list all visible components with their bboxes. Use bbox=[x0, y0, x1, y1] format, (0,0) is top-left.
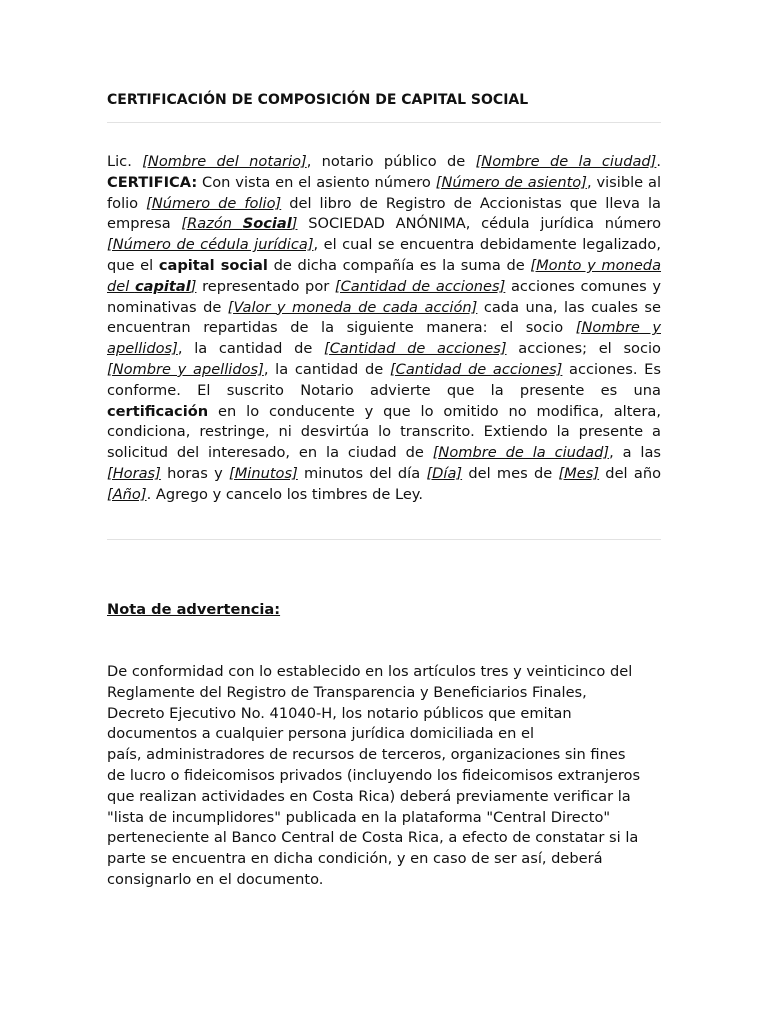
placeholder-capital-amount-part: [Monto y moneda del bbox=[107, 256, 662, 295]
note-line: país, administradores de recursos de terceros, organizaciones sin fines bbox=[107, 746, 626, 764]
placeholder-folio-number: [Número de folio] bbox=[146, 194, 282, 212]
note-line: Decreto Ejecutivo No. 41040-H, los notario públicos que emitan bbox=[107, 704, 572, 722]
placeholder-entry-number: [Número de asiento] bbox=[435, 173, 587, 191]
note-line: perteneciente al Banco Central de Costa Rica, a efecto de constatar si la bbox=[107, 829, 639, 847]
cert-text: cada una, las cuales se encuentran repartidas de la siguiente manera: el socio bbox=[107, 298, 662, 337]
placeholder-partner-name: [Nombre y apellidos] bbox=[107, 319, 661, 358]
placeholder-city: [Nombre de la ciudad] bbox=[432, 444, 610, 462]
note-line: Reglamente del Registro de Transparencia y Beneficiarios Finales, bbox=[107, 683, 587, 701]
cert-text: , la cantidad de bbox=[263, 360, 390, 378]
placeholder-capital-amount-close: ] bbox=[190, 277, 197, 295]
note-line: que realizan actividades en Costa Rica) deberá previamente verificar la bbox=[107, 787, 631, 805]
cert-text: , a las bbox=[609, 444, 661, 462]
note-line: "lista de incumplidores" publicada en la plataforma "Central Directo" bbox=[107, 808, 611, 826]
cert-text: , el cual se encuentra debidamente legalizado, que el bbox=[107, 236, 661, 274]
cert-text: . Agrego y cancelo los timbres de Ley. bbox=[146, 485, 424, 503]
placeholder-month: [Mes] bbox=[558, 464, 600, 482]
note-line: de lucro o fideicomisos privados (incluyendo los fideicomisos extranjeros bbox=[107, 766, 641, 784]
capital-social-term: capital social bbox=[158, 256, 268, 274]
cert-text: , visible al folio bbox=[107, 173, 661, 212]
placeholder-city: [Nombre de la ciudad] bbox=[475, 153, 657, 170]
placeholder-share-count: [Cantidad de acciones] bbox=[324, 340, 507, 358]
certificacion-term: certificación bbox=[107, 402, 209, 420]
placeholder-minutes: [Minutos] bbox=[229, 464, 298, 482]
placeholder-day: [Día] bbox=[426, 464, 463, 482]
placeholder-company-name-close: ] bbox=[291, 215, 298, 233]
note-body bbox=[107, 662, 667, 891]
document-title: CERTIFICACIÓN DE COMPOSICIÓN DE CAPITAL SOCIAL bbox=[107, 92, 529, 108]
placeholder-company-name bbox=[181, 215, 297, 232]
certifica-label: CERTIFICA: bbox=[107, 173, 198, 191]
placeholder-notary-name: [Nombre del notario] bbox=[142, 153, 307, 170]
note-heading: Nota de advertencia: bbox=[107, 601, 281, 618]
certificate-paragraph bbox=[107, 152, 661, 506]
placeholder-share-value: [Valor y moneda de cada acción] bbox=[227, 298, 478, 316]
cert-text: en lo conducente y que lo omitido no modifica, altera, condiciona, restringe, ni desvirtúa lo transcrito. Extiendo la presente a solicitud del interesado, en la ciudad de bbox=[107, 402, 661, 462]
cert-text: SOCIEDAD ANÓNIMA, cédula jurídica número bbox=[297, 215, 662, 233]
placeholder-partner-name: [Nombre y apellidos] bbox=[107, 360, 264, 378]
cert-text: del libro de Registro de Accionistas que lleva la empresa bbox=[107, 194, 661, 233]
cert-text: minutos del día bbox=[297, 464, 427, 482]
cert-text: , notario público de bbox=[306, 153, 476, 170]
placeholder-share-count: [Cantidad de acciones] bbox=[334, 277, 506, 295]
placeholder-year: [Año] bbox=[107, 485, 147, 503]
cert-text: del mes de bbox=[462, 464, 559, 482]
cert-text: del año bbox=[599, 464, 661, 482]
placeholder-company-name-part: [Razón bbox=[181, 215, 243, 233]
placeholder-legal-id: [Número de cédula jurídica] bbox=[107, 236, 314, 254]
placeholder-hours: [Horas] bbox=[107, 464, 161, 482]
placeholder-share-count: [Cantidad de acciones] bbox=[389, 360, 563, 378]
placeholder-capital-amount-bold: capital bbox=[134, 277, 191, 295]
cert-text: acciones; el socio bbox=[506, 340, 661, 358]
cert-text: . bbox=[656, 153, 661, 170]
placeholder-company-name-bold: Social bbox=[242, 215, 292, 233]
cert-text: acciones. Es conforme. El suscrito Notario advierte que la presente es una bbox=[107, 360, 662, 399]
cert-text: Con vista en el asiento número bbox=[197, 173, 436, 191]
note-line: documentos a cualquier persona jurídica domiciliada en el bbox=[107, 725, 535, 743]
cert-text: acciones comunes y nominativas de bbox=[107, 277, 662, 316]
cert-text: representado por bbox=[196, 277, 335, 295]
cert-text: horas y bbox=[160, 464, 229, 482]
note-line: consignarlo en el documento. bbox=[107, 870, 324, 888]
section-divider bbox=[107, 539, 661, 540]
note-line: De conformidad con lo establecido en los artículos tres y veinticinco del bbox=[107, 663, 633, 680]
cert-text: , la cantidad de bbox=[177, 340, 325, 358]
title-divider bbox=[107, 122, 661, 123]
cert-text: de dicha compañía es la suma de bbox=[267, 256, 531, 274]
lic-text: Lic. bbox=[107, 153, 132, 170]
note-line: parte se encuentra en dicha condición, y en caso de ser así, deberá bbox=[107, 850, 603, 868]
